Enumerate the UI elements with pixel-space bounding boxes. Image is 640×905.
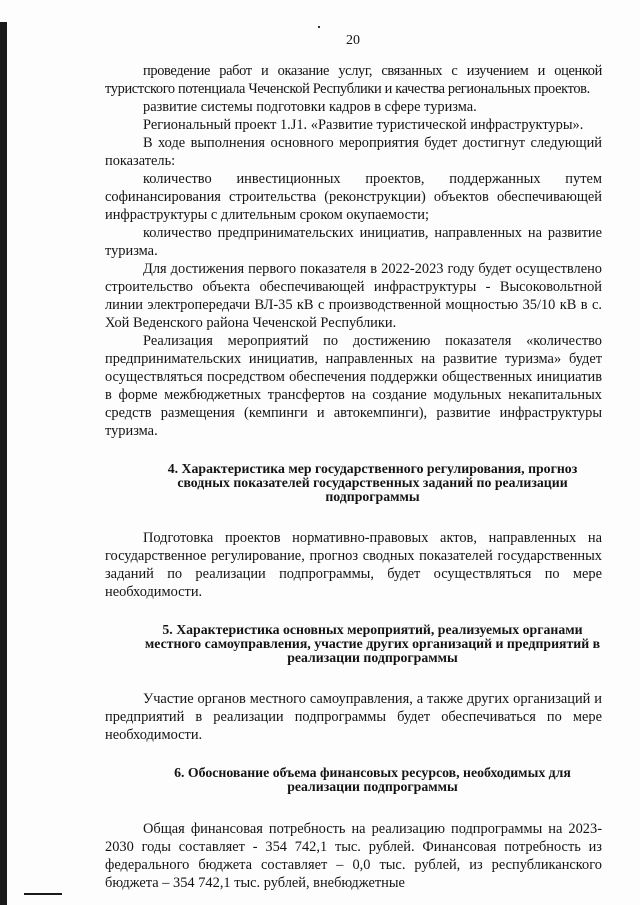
scan-bottom-mark xyxy=(24,893,62,895)
paragraph-regional-project: Региональный проект 1.J1. «Развитие туристической инфраструктуры». xyxy=(143,117,584,133)
section-6-paragraph: Общая финансовая потребность на реализацию подпрограммы на 2023-2030 годы составляет - 354 742,1 тыс. рублей. Финансовая потребность из федерального бюджета составляет – 0,0 тыс. рублей, из республиканского бюджета – 354 742,1 тыс. рублей, внебюджетные xyxy=(105,821,602,891)
scan-speck xyxy=(318,26,320,28)
page-number: 20 xyxy=(346,33,360,48)
section-4-heading: 4. Характеристика мер государственного регулирования, прогноз сводных показателей государственных заданий по реализации подпрограммы xyxy=(167,461,578,504)
section-4-paragraph: Подготовка проектов нормативно-правовых актов, направленных на государственное регулирование, прогноз сводных показателей государственных заданий по реализации подпрограммы, будет осуществляться по мере необходимости. xyxy=(105,530,602,600)
paragraph-indicator-intro: В ходе выполнения основного мероприятия будет достигнут следующий показатель: xyxy=(105,135,602,169)
section-5-paragraph: Участие органов местного самоуправления, а также других организаций и предприятий в реализации подпрограммы будет обеспечиваться по мере необходимости. xyxy=(105,691,602,743)
paragraph-power-line: Для достижения первого показателя в 2022-2023 году будет осуществлено строительство объекта обеспечивающей инфраструктуры - Высоковольтной линии электропередачи ВЛ-35 кВ с производственной мощностью 35/10 кВ в с. Хой Веденского района Чеченской Республики. xyxy=(105,261,602,331)
paragraph-staff-training: развитие системы подготовки кадров в сфере туризма. xyxy=(143,99,477,115)
section-6-heading: 6. Обоснование объема финансовых ресурсов, необходимых для реализации подпрограммы xyxy=(174,765,571,794)
paragraph-indicator-initiatives: количество предпринимательских инициатив, направленных на развитие туризма. xyxy=(105,225,602,259)
paragraph-implementation: Реализация мероприятий по достижению показателя «количество предпринимательских инициатив, направленных на развитие туризма» будет осуществляться посредством обеспечения поддержки общественных инициатив в форме межбюджетных трансфертов на создание модульных некапитальных средств размещения (кемпинги и автокемпинги), развитие инфраструктуры туризма. xyxy=(105,333,602,439)
paragraph-research-services: проведение работ и оказание услуг, связанных с изучением и оценкой туристского потенциала Чеченской Республики и качества региональных проектов. xyxy=(105,63,602,97)
paragraph-indicator-investment: количество инвестиционных проектов, поддержанных путем софинансирования строительства (реконструкции) объектов обеспечивающей инфраструктуры с длительным сроком окупаемости; xyxy=(105,171,602,223)
scan-edge-bar xyxy=(0,22,7,905)
section-5-heading: 5. Характеристика основных мероприятий, реализуемых органами местного самоуправления, участие других организаций и предприятий в реализации подпрограммы xyxy=(144,622,601,665)
document-body xyxy=(105,62,602,892)
